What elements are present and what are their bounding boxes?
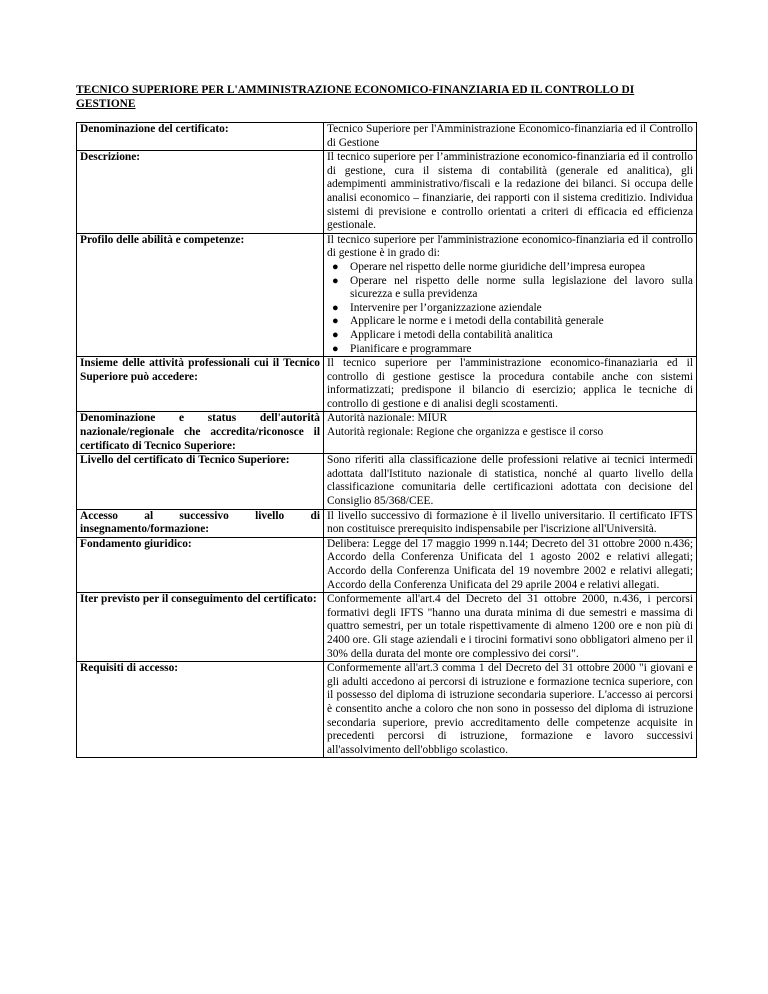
list-item: ● Intervenire per l’organizzazione aziendale — [332, 301, 542, 314]
list-item: ● Applicare i metodi della contabilità analitica — [332, 328, 553, 341]
table-row — [77, 123, 697, 151]
row-label: Insieme delle attività professionali cui il Tecnico Superiore può accedere: — [77, 357, 324, 412]
row-value: Conformemente all'art.3 comma 1 del Decreto del 31 ottobre 2000 "i giovani e gli adulti accedono ai percorsi di istruzione e formazione tecnica superiore, con il possesso del diploma di istruzione secondaria superiore. L'accesso ai percorsi è consentito anche a coloro che non sono in possesso del diploma di istruzione secondaria superiore, previo accreditamento delle competenze acquisite in precedenti percorsi di istruzione, formazione e lavoro successivi all'assolvimento dell'obbligo scolastico. — [324, 662, 697, 758]
regional-authority: Autorità regionale: Regione che organizza e gestisce il corso — [327, 426, 604, 439]
table-row — [77, 593, 697, 662]
bullet-icon: ● — [332, 274, 339, 287]
row-value: Il livello successivo di formazione è il livello universitario. Il certificato IFTS non costituisce prerequisito indispensabile per l'iscrizione all'Università. — [324, 509, 697, 537]
list-item: ● Operare nel rispetto delle norme sulla legislazione del lavoro sulla sicurezza e sulla previdenza — [332, 274, 693, 301]
table-row — [77, 537, 697, 592]
row-label: Iter previsto per il conseguimento del certificato: — [77, 593, 324, 662]
row-label: Fondamento giuridico: — [77, 537, 324, 592]
row-label: Denominazione e status dell'autorità nazionale/regionale che accredita/riconosce il certificato di Tecnico Superiore: — [77, 412, 324, 454]
row-label: Requisiti di accesso: — [77, 662, 324, 758]
row-value: Il tecnico superiore per l'amministrazione economico-finanaziaria ed il controllo di gestione gestisce la procedura contabile anche con sistemi informatizzati; predispone il bilancio di esercizio; applica le tecniche di controllo di gestione e di analisi degli scostamenti. — [324, 357, 697, 412]
list-item: ● Applicare le norme e i metodi della contabilità generale — [332, 315, 604, 328]
bullet-icon: ● — [332, 328, 339, 341]
row-value: Il tecnico superiore per l’amministrazione economico-finanziaria ed il controllo di gestione, cura il sistema di contabilità (generale ed analitica), gli adempimenti amministrativo/fiscali e la redazione dei bilanci. Si occupa delle analisi economico – finanziarie, dei rapporti con il sistema creditizio. Individua sistemi di previsione e controllo orientati a criteri di efficacia ed efficienza gestionale. — [324, 151, 697, 234]
national-authority: Autorità nazionale: MIUR — [327, 412, 448, 425]
row-label: Descrizione: — [77, 151, 324, 234]
row-label: Profilo delle abilità e competenze: — [77, 233, 324, 356]
row-label: Livello del certificato di Tecnico Superiore: — [77, 454, 324, 509]
bullet-icon: ● — [332, 260, 339, 273]
row-value: Sono riferiti alla classificazione delle professioni relative ai tecnici intermedi adottata dall'Istituto nazionale di statistica, nonché al quarto livello della classificazione comunitaria delle certificazioni adottata con decisione del Consiglio 85/368/CEE. — [324, 454, 697, 509]
row-label: Denominazione del certificato: — [77, 123, 324, 151]
table-row — [77, 662, 697, 758]
row-value — [324, 412, 697, 454]
bullet-icon: ● — [332, 301, 339, 314]
list-item: ● Pianificare e programmare — [332, 342, 472, 355]
certificate-table — [76, 122, 697, 758]
skills-list — [327, 261, 693, 356]
bullet-icon: ● — [332, 342, 339, 355]
row-label: Accesso al successivo livello di insegnamento/formazione: — [77, 509, 324, 537]
table-row — [77, 509, 697, 537]
table-row — [77, 412, 697, 454]
row-value: Conformemente all'art.4 del Decreto del 31 ottobre 2000, n.436, i percorsi formativi degli IFTS "hanno una durata minima di due semestri e massima di quattro semestri, per un totale rispettivamente di almeno 1200 ore e non più di 2400 ore. Gli stage aziendali e i tirocini formativi sono obbligatori almeno per il 30% della durata del monte ore complessivo dei corsi". — [324, 593, 697, 662]
table-row — [77, 357, 697, 412]
row-value: Tecnico Superiore per l'Amministrazione Economico-finanziaria ed il Controllo di Gestione — [324, 123, 697, 151]
bullet-icon: ● — [332, 315, 339, 328]
profile-intro: Il tecnico superiore per l'amministrazione economico-finanziaria ed il controllo di gestione è in grado di: — [327, 233, 693, 260]
table-row — [77, 151, 697, 234]
list-item: ● Operare nel rispetto delle norme giuridiche dell’impresa europea — [332, 260, 646, 273]
page-title: TECNICO SUPERIORE PER L'AMMINISTRAZIONE ECONOMICO-FINANZIARIA ED IL CONTROLLO DI GESTIONE — [76, 84, 635, 110]
table-row — [77, 454, 697, 509]
table-row — [77, 233, 697, 356]
row-value: Delibera: Legge del 17 maggio 1999 n.144; Decreto del 31 ottobre 2000 n.436; Accordo della Conferenza Unificata del 1 agosto 2002 e relativi allegati; Accordo della Conferenza Unificata del 19 novembre 2002 e relativi allegati; Accordo della Conferenza Unificata del 29 aprile 2004 e relativi allegati. — [324, 537, 697, 592]
row-value — [324, 233, 697, 356]
